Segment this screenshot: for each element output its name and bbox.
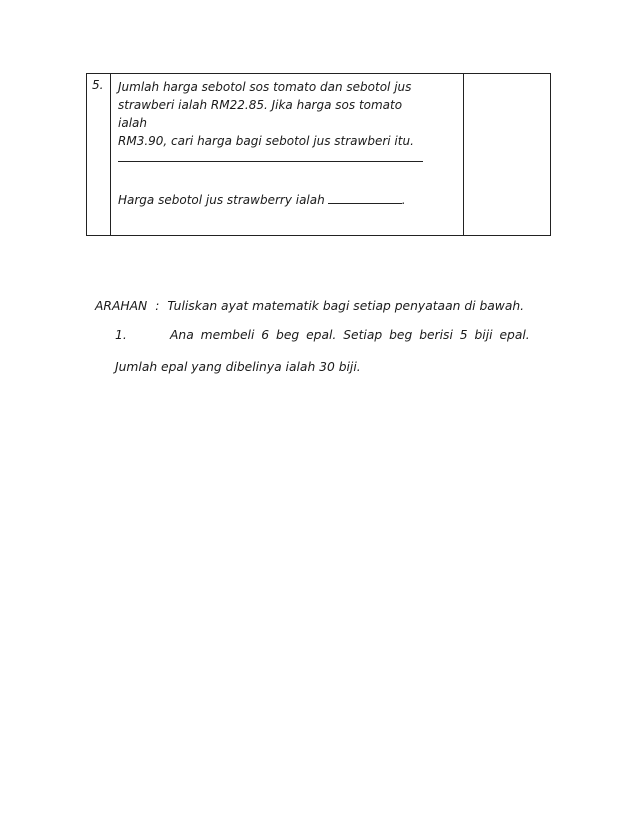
question-text: [118, 78, 438, 150]
instruction-text: Tuliskan ayat matematik bagi setiap penyataan di bawah.: [167, 299, 525, 313]
column-divider: [110, 74, 111, 235]
question-line: Jumlah harga sebotol sos tomato dan sebotol jus: [118, 80, 412, 94]
question-line: RM3.90, cari harga bagi sebotol jus strawberi itu.: [118, 134, 414, 148]
answer-end: .: [401, 193, 406, 207]
instruction-separator: :: [155, 299, 160, 313]
question-line: ialah: [118, 116, 147, 130]
question-line: strawberi ialah RM22.85. Jika harga sos tomato: [118, 98, 403, 112]
column-divider: [463, 74, 464, 235]
item-text: Ana membeli 6 beg epal. Setiap beg berisi 5 biji epal.: [170, 328, 530, 342]
answer-label: Harga sebotol jus strawberry ialah: [118, 193, 325, 207]
item-sentence: Jumlah epal yang dibelinya ialah 30 biji.: [115, 360, 361, 374]
answer-statement: [118, 192, 406, 207]
question-number: 5.: [92, 78, 104, 92]
answer-blank[interactable]: [328, 192, 402, 204]
working-line: [118, 161, 423, 162]
question-table: [86, 73, 551, 236]
item-number: 1.: [115, 328, 127, 342]
instruction: [95, 299, 524, 313]
instruction-label: ARAHAN: [95, 299, 148, 313]
